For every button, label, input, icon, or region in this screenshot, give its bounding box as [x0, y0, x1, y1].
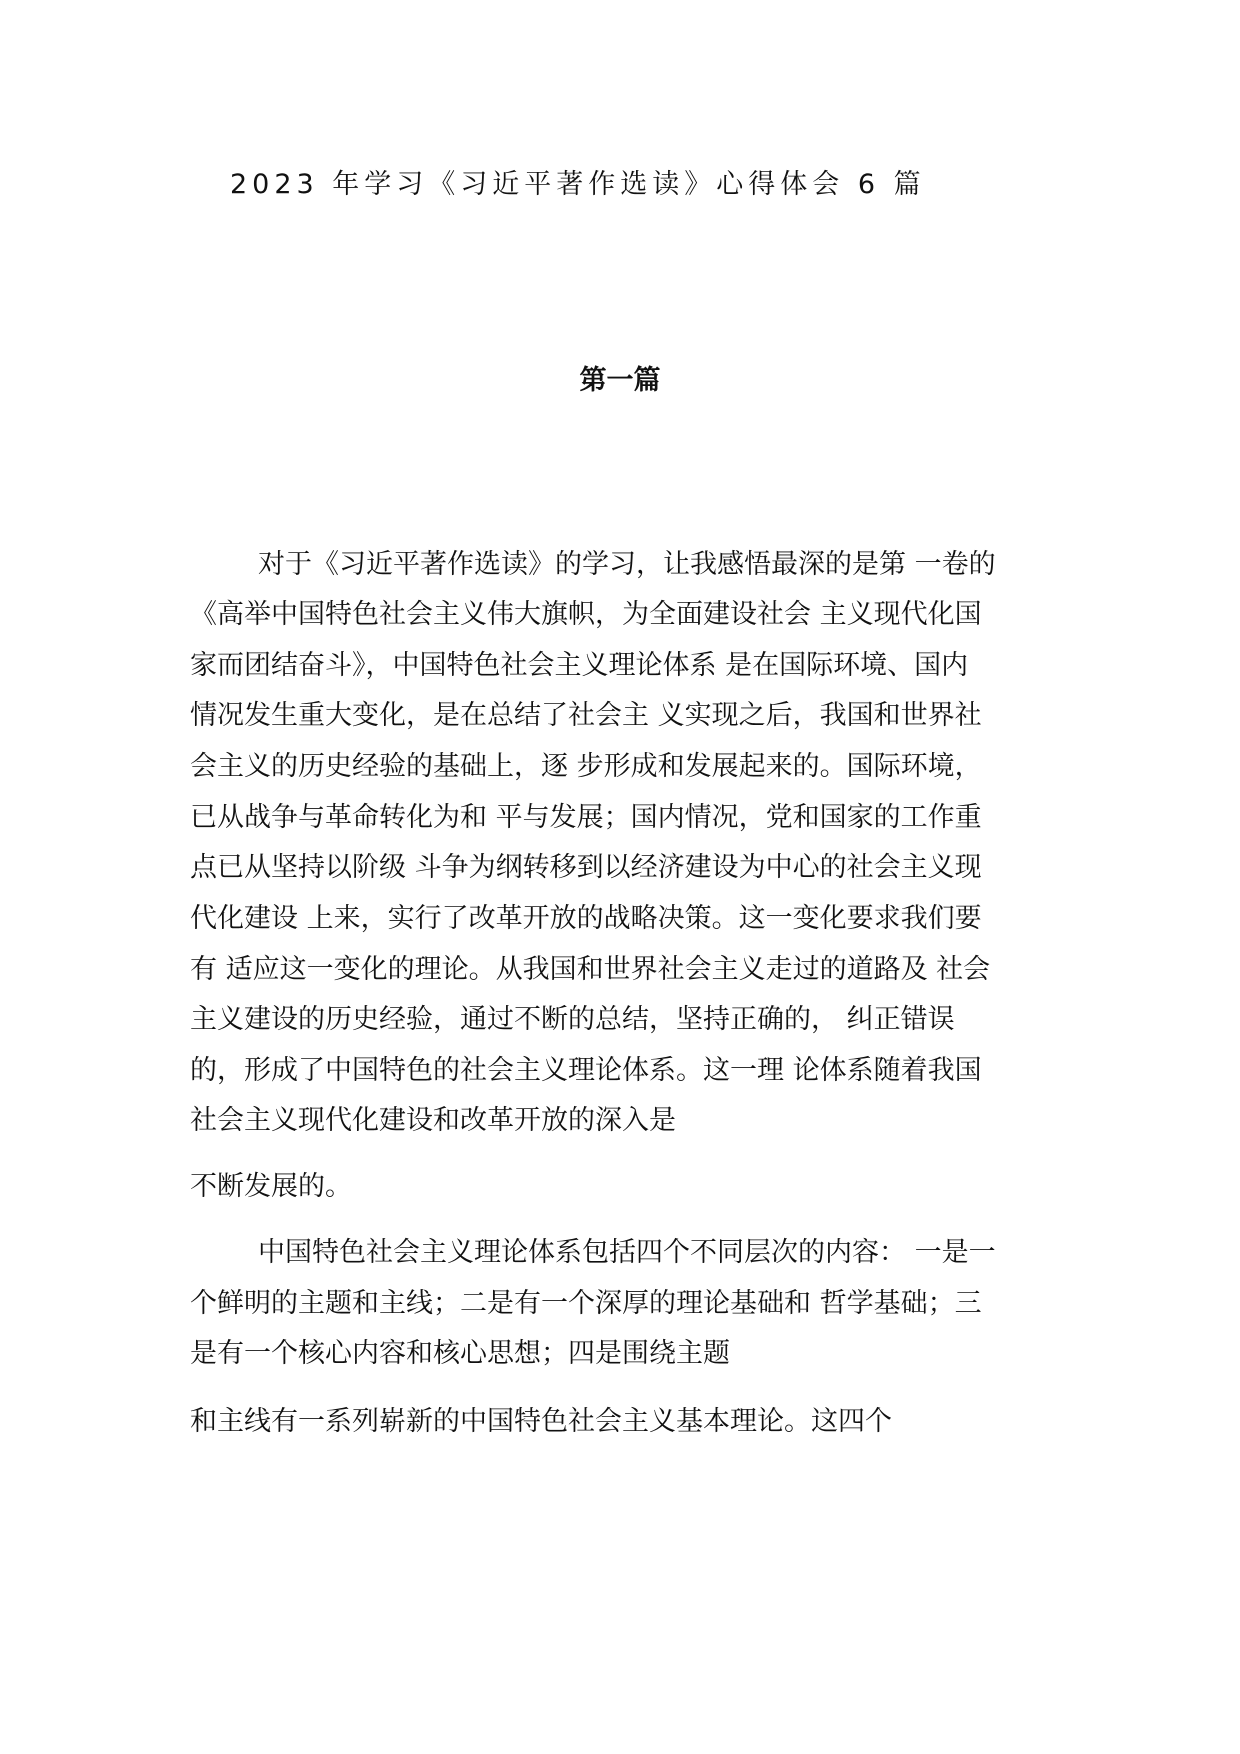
paragraph-line: 和主线有一系列崭新的中国特色社会主义基本理论。这四个	[190, 1406, 892, 1437]
paragraph-line: 情况发生重大变化，是在总结了社会主 义实现之后，我国和世界社	[190, 700, 982, 731]
paragraph-line: 《高举中国特色社会主义伟大旗帜，为全面建设社会 主义现代化国	[190, 599, 982, 630]
paragraph-line: 社会主义现代化建设和改革开放的深入是	[190, 1105, 676, 1136]
paragraph-line: 已从战争与革命转化为和 平与发展；国内情况，党和国家的工作重	[190, 802, 982, 833]
paragraph-line: 代化建设 上来，实行了改革开放的战略决策。这一变化要求我们要	[190, 903, 982, 934]
document-title: 2023 年学习《习近平著作选读》心得体会 6 篇	[230, 169, 926, 200]
paragraph-line: 是有一个核心内容和核心思想；四是围绕主题	[190, 1338, 730, 1369]
paragraph-line: 主义建设的历史经验，通过不断的总结，坚持正确的， 纠正错误	[190, 1004, 955, 1035]
paragraph-line: 个鲜明的主题和主线；二是有一个深厚的理论基础和 哲学基础；三	[190, 1288, 982, 1319]
paragraph-line: 的，形成了中国特色的社会主义理论体系。这一理 论体系随着我国	[190, 1055, 982, 1086]
paragraph-line: 点已从坚持以阶级 斗争为纲转移到以经济建设为中心的社会主义现	[190, 852, 982, 883]
paragraph-line: 不断发展的。	[190, 1171, 352, 1202]
paragraph-line: 会主义的历史经验的基础上，逐 步形成和发展起来的。国际环境，	[190, 751, 982, 782]
paragraph-line: 对于《习近平著作选读》的学习，让我感悟最深的是第 一卷的	[258, 549, 996, 580]
paragraph-line: 有 适应这一变化的理论。从我国和世界社会主义走过的道路及 社会	[190, 954, 991, 985]
paragraph-line: 中国特色社会主义理论体系包括四个不同层次的内容： 一是一	[258, 1237, 996, 1268]
paragraph-line: 家而团结奋斗》，中国特色社会主义理论体系 是在国际环境、国内	[190, 650, 969, 681]
section-title: 第一篇	[579, 365, 661, 396]
